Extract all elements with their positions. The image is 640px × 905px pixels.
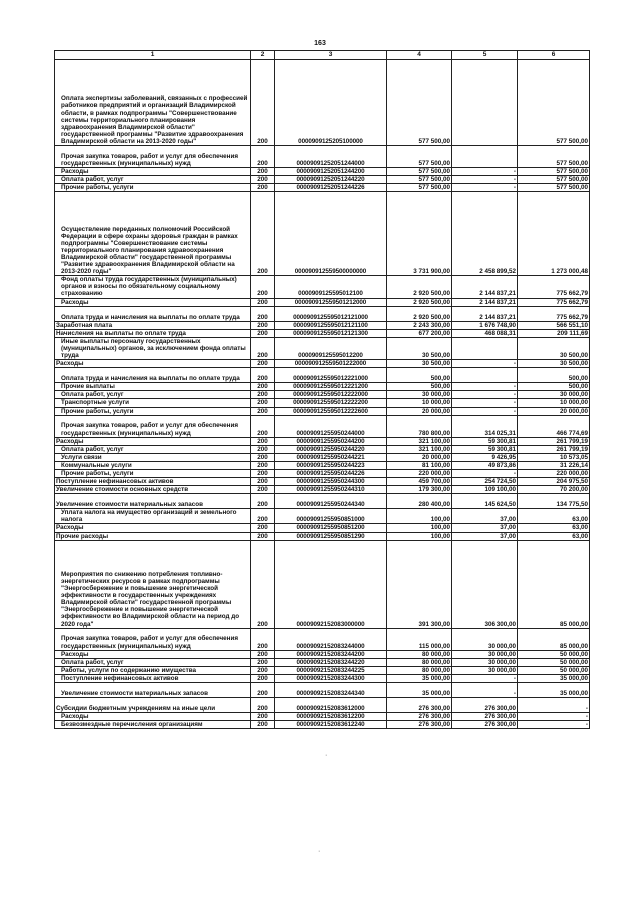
row-planned-amount: 80 000,00 [387,666,452,674]
row-name: Увеличение стоимости материальных запасов [55,683,251,698]
row-planned-amount: 30 000,00 [387,391,452,399]
row-executed-amount: 2 144 837,21 [452,306,518,321]
row-remaining-amount: - [518,698,590,713]
table-row [55,486,590,494]
table-row [55,509,590,524]
row-code: 200 [251,698,275,713]
row-name: Увеличение стоимости основных средств [55,486,251,494]
row-remaining-amount: 50 000,00 [518,666,590,674]
row-remaining-amount: 566 551,10 [518,321,590,329]
table-row [55,674,590,682]
row-classification-code: 0000909125595012121300 [275,329,387,337]
row-code: 200 [251,383,275,391]
row-planned-amount: 577 500,00 [387,176,452,184]
row-code: 200 [251,666,275,674]
table-row [55,276,590,298]
table-row [55,321,590,329]
row-planned-amount: 780 800,00 [387,415,452,437]
row-executed-amount: 2 458 899,52 [452,192,518,276]
row-code: 200 [251,399,275,407]
row-executed-amount: 59 300,81 [452,445,518,453]
row-remaining-amount: 10 573,05 [518,453,590,461]
row-remaining-amount: 50 000,00 [518,658,590,666]
table-row [55,298,590,306]
table-row [55,721,590,729]
budget-table [54,50,590,729]
row-planned-amount: 321 100,00 [387,445,452,453]
row-remaining-amount: 85 000,00 [518,628,590,650]
row-code: 200 [251,683,275,698]
row-planned-amount: 80 000,00 [387,650,452,658]
header-row [55,51,590,60]
row-code: 200 [251,469,275,477]
table-row [55,60,590,146]
column-header-4: 4 [387,51,452,60]
row-name: Субсидии бюджетным учреждениям на иные цели [55,698,251,713]
row-remaining-amount: 775 662,79 [518,276,590,298]
row-classification-code: 0000909125595012121000 [275,306,387,321]
row-executed-amount: 1 676 748,90 [452,321,518,329]
row-classification-code: 00009091252051244000 [275,146,387,168]
row-remaining-amount: 261 799,19 [518,445,590,453]
table-row [55,540,590,628]
row-executed-amount: 468 088,31 [452,329,518,337]
row-code: 200 [251,360,275,368]
row-code: 200 [251,184,275,192]
row-executed-amount: - [452,360,518,368]
row-planned-amount: 80 000,00 [387,658,452,666]
table-row [55,524,590,532]
row-remaining-amount: 134 775,50 [518,494,590,509]
row-name: Коммунальные услуги [55,461,251,469]
row-name: Заработная плата [55,321,251,329]
row-name: Оплата работ, услуг [55,445,251,453]
table-row [55,329,590,337]
row-code: 200 [251,713,275,721]
row-classification-code: 0000909125595012200 [275,337,387,359]
row-classification-code: 00009091255950244300 [275,478,387,486]
row-executed-amount: - [452,184,518,192]
row-remaining-amount: 577 500,00 [518,60,590,146]
column-header-5: 5 [452,51,518,60]
table-row [55,683,590,698]
row-executed-amount: - [452,407,518,415]
table-row [55,168,590,176]
table-row [55,494,590,509]
table-row [55,437,590,445]
row-classification-code: 00009091255950244000 [275,415,387,437]
row-name: Поступление нефинансовых активов [55,674,251,682]
row-classification-code: 00009091252051244226 [275,184,387,192]
table-row [55,399,590,407]
row-code: 200 [251,306,275,321]
row-name: Фонд оплаты труда государственных (муниципальных) органов и взносы по обязательному социальному страхованию [55,276,251,298]
row-remaining-amount: 220 000,00 [518,469,590,477]
row-remaining-amount: 63,00 [518,509,590,524]
row-executed-amount: 30 000,00 [452,650,518,658]
row-executed-amount: - [452,469,518,477]
row-executed-amount: 2 144 837,21 [452,298,518,306]
row-remaining-amount: 500,00 [518,368,590,383]
table-row [55,532,590,540]
row-classification-code: 0000909125595012222600 [275,407,387,415]
table-row [55,713,590,721]
row-planned-amount: 10 000,00 [387,399,452,407]
row-executed-amount: 254 724,50 [452,478,518,486]
row-planned-amount: 115 000,00 [387,628,452,650]
row-planned-amount: 321 100,00 [387,437,452,445]
row-name: Оплата труда и начисления на выплаты по оплате труда [55,368,251,383]
row-remaining-amount: 209 111,69 [518,329,590,337]
row-classification-code: 0000909125205100000 [275,60,387,146]
row-executed-amount: - [452,391,518,399]
stray-mark: · [325,752,328,759]
table-row [55,360,590,368]
table-row [55,415,590,437]
row-code: 200 [251,524,275,532]
row-executed-amount: - [452,399,518,407]
row-name: Услуги связи [55,453,251,461]
table-row [55,192,590,276]
table-row [55,383,590,391]
row-code: 200 [251,329,275,337]
page-number: 163 [314,40,326,47]
table-row [55,368,590,383]
row-classification-code: 00009092152083244225 [275,666,387,674]
row-classification-code: 00009091252051244200 [275,168,387,176]
row-code: 200 [251,407,275,415]
row-executed-amount: 109 100,00 [452,486,518,494]
row-name: Прочие выплаты [55,383,251,391]
row-planned-amount: 500,00 [387,368,452,383]
row-name: Прочая закупка товаров, работ и услуг для обеспечения государственных (муниципальных) нужд [55,146,251,168]
row-code: 200 [251,628,275,650]
row-executed-amount: 37,00 [452,532,518,540]
table-row [55,306,590,321]
row-classification-code: 00009091255950244310 [275,486,387,494]
row-remaining-amount: 63,00 [518,524,590,532]
row-executed-amount: 2 144 837,21 [452,276,518,298]
row-name: Прочая закупка товаров, работ и услуг для обеспечения государственных (муниципальных) нужд [55,628,251,650]
row-name: Безвозмездные перечисления организациям [55,721,251,729]
row-name: Прочие работы, услуги [55,407,251,415]
row-planned-amount: 81 100,00 [387,461,452,469]
row-classification-code: 00009092152083000000 [275,540,387,628]
row-remaining-amount: 30 000,00 [518,391,590,399]
row-executed-amount: 37,00 [452,524,518,532]
row-executed-amount: - [452,176,518,184]
row-code: 200 [251,60,275,146]
row-classification-code: 0000909125595012222000 [275,391,387,399]
row-name: Уплата налога на имущество организаций и земельного налога [55,509,251,524]
row-classification-code: 00009091255950244221 [275,453,387,461]
table-row [55,146,590,168]
row-classification-code: 00009091255950851290 [275,532,387,540]
table-row [55,407,590,415]
row-remaining-amount: 10 000,00 [518,399,590,407]
row-executed-amount: 37,00 [452,509,518,524]
row-planned-amount: 577 500,00 [387,60,452,146]
row-code: 200 [251,478,275,486]
row-classification-code: 00009091255950851200 [275,524,387,532]
row-code: 200 [251,532,275,540]
row-remaining-amount: 31 226,14 [518,461,590,469]
row-planned-amount: 677 200,00 [387,329,452,337]
row-name: Расходы [55,168,251,176]
row-code: 200 [251,437,275,445]
row-executed-amount: 276 300,00 [452,713,518,721]
row-name: Прочие расходы [55,532,251,540]
row-executed-amount: - [452,383,518,391]
row-planned-amount: 2 920 500,00 [387,306,452,321]
row-name: Транспортные услуги [55,399,251,407]
row-classification-code: 000090912559500000000 [275,192,387,276]
row-executed-amount: 30 000,00 [452,658,518,666]
row-executed-amount: 30 000,00 [452,666,518,674]
row-code: 200 [251,494,275,509]
row-classification-code: 0000909125595012222200 [275,399,387,407]
row-code: 200 [251,176,275,184]
row-code: 200 [251,337,275,359]
table-row [55,666,590,674]
row-remaining-amount: 261 799,19 [518,437,590,445]
row-remaining-amount: 775 662,79 [518,306,590,321]
row-remaining-amount: 63,00 [518,532,590,540]
row-name: Расходы [55,360,251,368]
stray-mark: · [318,848,321,855]
row-planned-amount: 2 920 500,00 [387,276,452,298]
row-planned-amount: 577 500,00 [387,146,452,168]
row-classification-code: 00009092152083612240 [275,721,387,729]
row-planned-amount: 220 000,00 [387,469,452,477]
row-classification-code: 00009092152083244300 [275,674,387,682]
row-remaining-amount: 30 500,00 [518,360,590,368]
row-classification-code: 00009091255950244220 [275,445,387,453]
row-classification-code: 00009092152083244220 [275,658,387,666]
row-code: 200 [251,298,275,306]
row-code: 200 [251,415,275,437]
table-row [55,184,590,192]
row-name: Мероприятия по снижению потребления топливно-энергетических ресурсов в рамках подпрограммы "Энергосбережение и повышение энергетической эффективности в государственных учреждениях Владимирской области" государственной программы "Энергосбережение и повышение энергетической эффективности во Владимирской области на период до 2020 года" [55,540,251,628]
row-name: Поступление нефинансовых активов [55,478,251,486]
row-executed-amount: - [452,683,518,698]
row-planned-amount: 30 500,00 [387,337,452,359]
row-executed-amount: 145 624,50 [452,494,518,509]
column-header-2: 2 [251,51,275,60]
row-classification-code: 00009091255950244200 [275,437,387,445]
row-planned-amount: 391 300,00 [387,540,452,628]
table-row [55,658,590,666]
row-classification-code: 00009091252051244220 [275,176,387,184]
row-planned-amount: 280 400,00 [387,494,452,509]
row-classification-code: 00009091255950244223 [275,461,387,469]
row-classification-code: 00009091255950244226 [275,469,387,477]
row-code: 200 [251,461,275,469]
row-name: Прочая закупка товаров, работ и услуг для обеспечения государственных (муниципальных) нужд [55,415,251,437]
row-planned-amount: 35 000,00 [387,683,452,698]
row-planned-amount: 2 243 300,00 [387,321,452,329]
row-remaining-amount: 1 273 000,48 [518,192,590,276]
row-executed-amount: 276 300,00 [452,721,518,729]
row-executed-amount: 30 000,00 [452,628,518,650]
row-remaining-amount: 70 200,00 [518,486,590,494]
row-remaining-amount: 204 975,50 [518,478,590,486]
row-remaining-amount: 50 000,00 [518,650,590,658]
row-code: 200 [251,168,275,176]
row-planned-amount: 20 000,00 [387,407,452,415]
row-classification-code: 000090912559501212000 [275,298,387,306]
table-row [55,628,590,650]
row-planned-amount: 2 920 500,00 [387,298,452,306]
row-planned-amount: 276 300,00 [387,698,452,713]
table-row [55,698,590,713]
row-code: 200 [251,321,275,329]
row-code: 200 [251,276,275,298]
row-classification-code: 00009092152083612000 [275,698,387,713]
row-classification-code: 00009091255950244340 [275,494,387,509]
table-row [55,391,590,399]
row-executed-amount: - [452,674,518,682]
row-name: Оплата труда и начисления на выплаты по оплате труда [55,306,251,321]
row-remaining-amount: - [518,721,590,729]
column-header-1: 1 [55,51,251,60]
row-name: Оплата экспертизы заболеваний, связанных с профессией работников предприятий и организаций Владимирской области, в рамках подпрограммы "Совершенствование системы территориального планирования здравоохранения Владимирской области" государственной программы "Развитие здравоохранения Владимирской области на 2013-2020 годы" [55,60,251,146]
row-remaining-amount: 577 500,00 [518,176,590,184]
row-name: Работы, услуги по содержанию имущества [55,666,251,674]
row-remaining-amount: 577 500,00 [518,184,590,192]
row-name: Оплата работ, услуг [55,176,251,184]
row-classification-code: 00009091255950851000 [275,509,387,524]
row-remaining-amount: 500,00 [518,383,590,391]
row-executed-amount: 59 300,81 [452,437,518,445]
row-planned-amount: 276 300,00 [387,713,452,721]
row-planned-amount: 3 731 900,00 [387,192,452,276]
row-executed-amount: 276 300,00 [452,698,518,713]
row-remaining-amount: 20 000,00 [518,407,590,415]
row-name: Расходы [55,437,251,445]
row-code: 200 [251,192,275,276]
row-classification-code: 0000909125595012221000 [275,368,387,383]
row-planned-amount: 577 500,00 [387,184,452,192]
table-row [55,176,590,184]
row-name: Расходы [55,650,251,658]
table-row [55,453,590,461]
row-remaining-amount: 30 500,00 [518,337,590,359]
row-remaining-amount: 85 000,00 [518,540,590,628]
row-code: 200 [251,540,275,628]
table-row [55,445,590,453]
row-name: Расходы [55,524,251,532]
row-code: 200 [251,445,275,453]
row-name: Осуществление переданных полномочий Российской Федерации в сфере охраны здоровья граждан в рамках подпрограммы "Совершенствование системы территориального планирования здравоохранения Владимирской области" государственной программы "Развитие здравоохранения Владимирской области на 2013-2020 годы" [55,192,251,276]
row-name: Иные выплаты персоналу государственных (муниципальных) органов, за исключением фонда оплаты труда [55,337,251,359]
row-planned-amount: 459 700,00 [387,478,452,486]
row-name: Прочие работы, услуги [55,184,251,192]
row-executed-amount [452,368,518,383]
table-row [55,337,590,359]
table-row [55,478,590,486]
row-code: 200 [251,368,275,383]
row-planned-amount: 35 000,00 [387,674,452,682]
row-planned-amount: 20 000,00 [387,453,452,461]
row-remaining-amount: - [518,713,590,721]
row-executed-amount [452,60,518,146]
row-classification-code: 000090912559501222000 [275,360,387,368]
table-row [55,650,590,658]
row-name: Увеличение стоимости материальных запасов [55,494,251,509]
row-name: Расходы [55,298,251,306]
row-remaining-amount: 35 000,00 [518,683,590,698]
table-body [55,60,590,729]
row-classification-code: 00009092152083244200 [275,650,387,658]
row-classification-code: 00009092152083244340 [275,683,387,698]
row-remaining-amount: 577 500,00 [518,168,590,176]
row-code: 200 [251,146,275,168]
row-planned-amount: 100,00 [387,509,452,524]
row-executed-amount: 306 300,00 [452,540,518,628]
row-classification-code: 00009092152083612200 [275,713,387,721]
row-name: Начисления на выплаты по оплате труда [55,329,251,337]
row-remaining-amount: 466 774,69 [518,415,590,437]
row-executed-amount: - [452,168,518,176]
row-code: 200 [251,674,275,682]
row-planned-amount: 30 500,00 [387,360,452,368]
row-code: 200 [251,453,275,461]
row-code: 200 [251,658,275,666]
column-header-6: 6 [518,51,590,60]
column-header-3: 3 [275,51,387,60]
row-remaining-amount: 775 662,79 [518,298,590,306]
row-planned-amount: 100,00 [387,524,452,532]
row-remaining-amount: 35 000,00 [518,674,590,682]
row-planned-amount: 577 500,00 [387,168,452,176]
row-name: Оплата работ, услуг [55,391,251,399]
row-code: 200 [251,486,275,494]
row-executed-amount: 314 025,31 [452,415,518,437]
row-code: 200 [251,650,275,658]
row-planned-amount: 276 300,00 [387,721,452,729]
row-executed-amount [452,146,518,168]
row-name: Прочие работы, услуги [55,469,251,477]
row-planned-amount: 100,00 [387,532,452,540]
row-classification-code: 00009092152083244000 [275,628,387,650]
row-classification-code: 0000909125595012100 [275,276,387,298]
table-row [55,461,590,469]
row-remaining-amount: 577 500,00 [518,146,590,168]
table-row [55,469,590,477]
row-executed-amount: 49 873,86 [452,461,518,469]
row-planned-amount: 500,00 [387,383,452,391]
row-code: 200 [251,721,275,729]
row-planned-amount: 179 300,00 [387,486,452,494]
row-classification-code: 0000909125595012121100 [275,321,387,329]
row-classification-code: 0000909125595012221200 [275,383,387,391]
row-executed-amount [452,337,518,359]
row-code: 200 [251,509,275,524]
row-name: Расходы [55,713,251,721]
row-code: 200 [251,391,275,399]
row-name: Оплата работ, услуг [55,658,251,666]
row-executed-amount: 9 426,95 [452,453,518,461]
